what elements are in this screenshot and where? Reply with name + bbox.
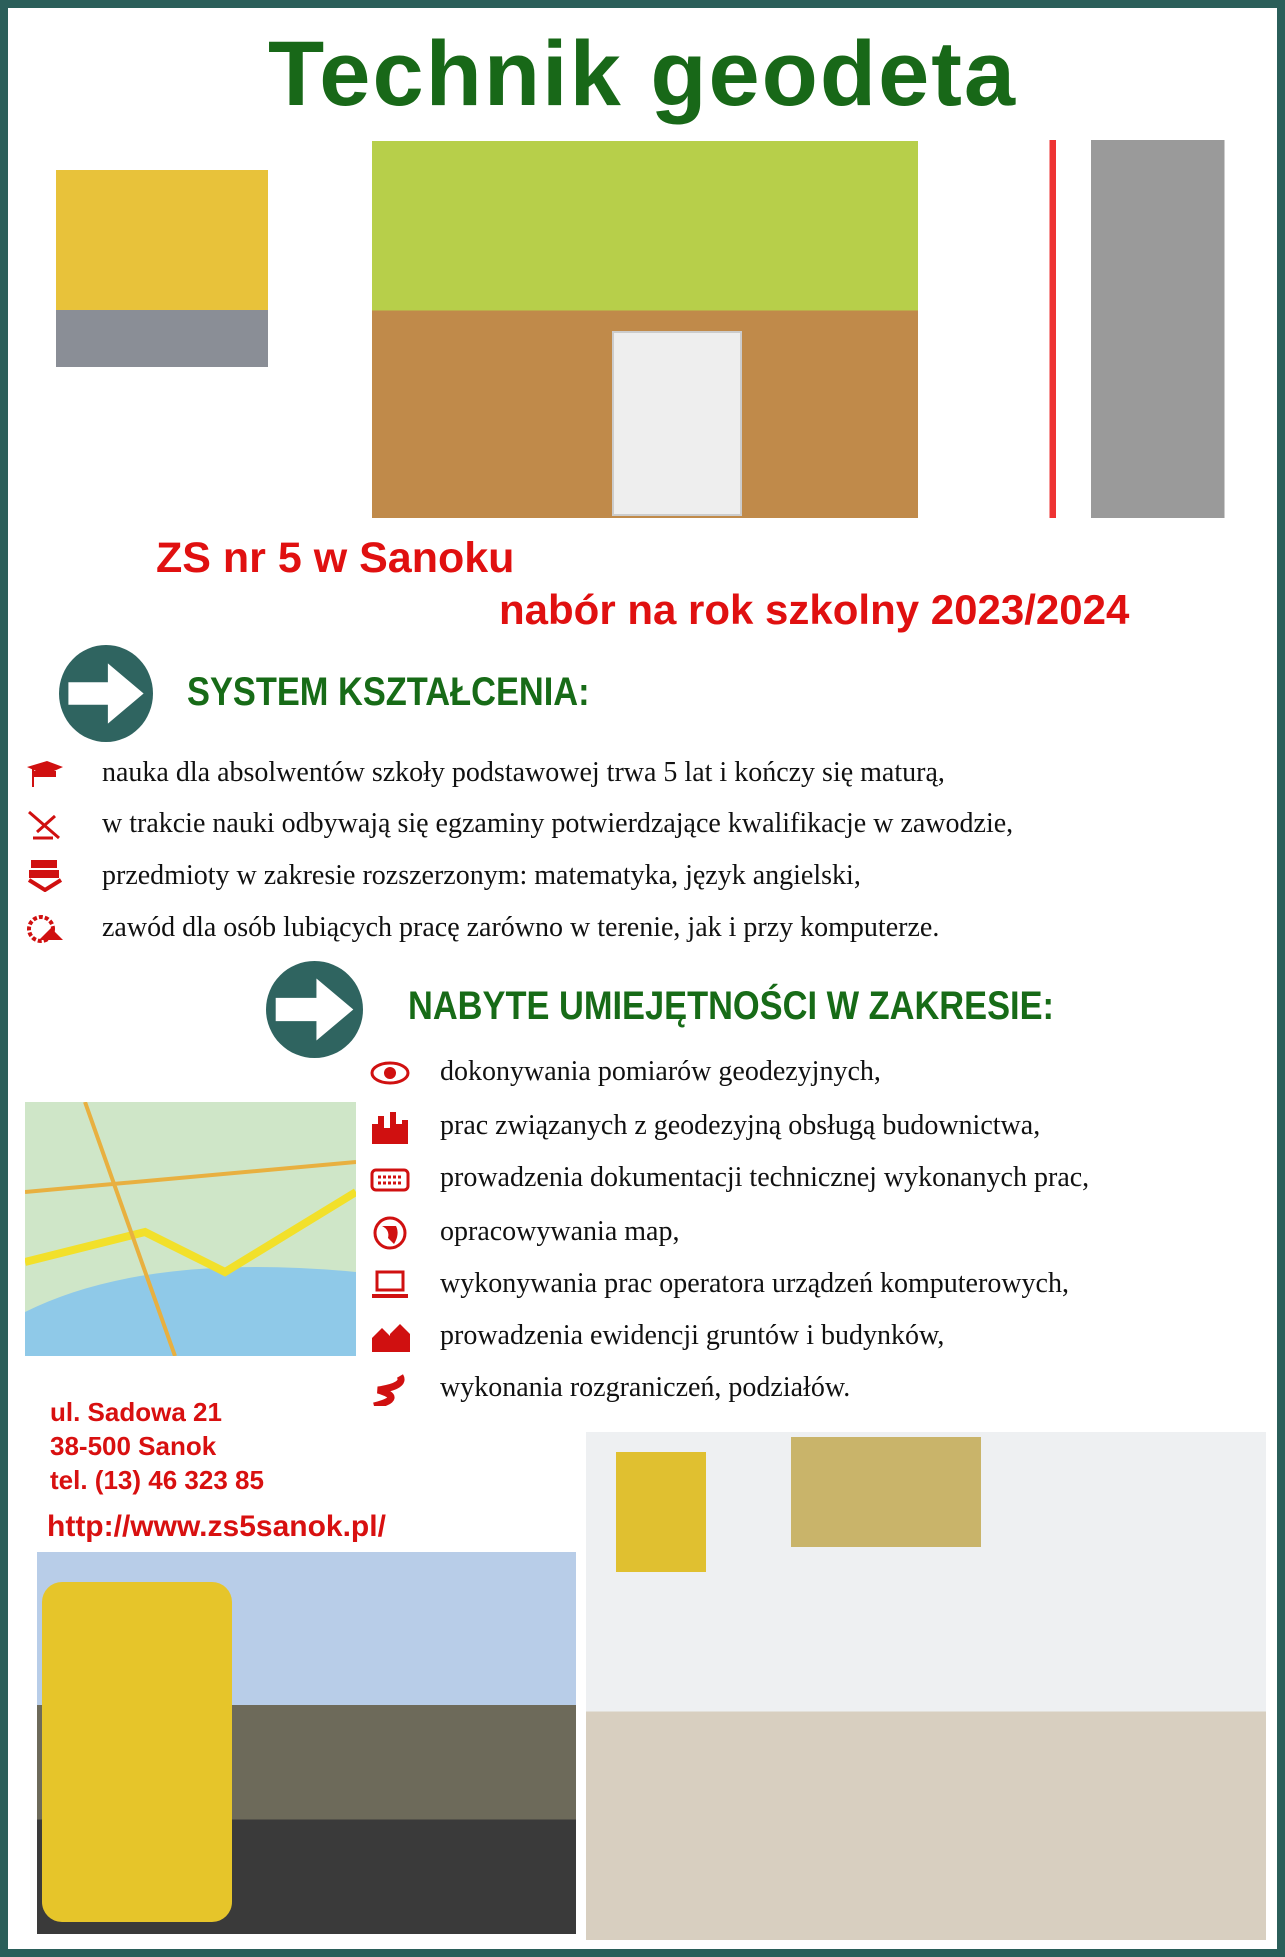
system-heading: SYSTEM KSZTAŁCENIA: <box>187 670 590 714</box>
books-icon <box>25 858 65 892</box>
skill-item: opracowywania map, <box>440 1216 680 1247</box>
system-item: zawód dla osób lubiących pracę zarówno w terenie, jak i przy komputerze. <box>102 912 940 943</box>
skill-item: prowadzenia ewidencji gruntów i budynków, <box>440 1320 945 1351</box>
skill-item: wykonywania prac operatora urządzeń komputerowych, <box>440 1268 1069 1299</box>
city-map-image <box>25 1102 356 1356</box>
phone-number: tel. (13) 46 323 85 <box>50 1465 264 1495</box>
address-city: 38-500 Sanok <box>50 1431 217 1461</box>
surveying-equipment-classroom-photo <box>586 1432 1266 1940</box>
poster-title: Technik geodeta <box>267 23 1018 125</box>
students-exhibition-photo <box>372 141 918 518</box>
school-website-link[interactable]: http://www.zs5sanok.pl/ <box>47 1510 386 1543</box>
gear-landscape-icon <box>25 912 65 946</box>
school-name: ZS nr 5 w Sanoku <box>156 534 515 582</box>
system-item: w trakcie nauki odbywają się egzaminy potwierdzające kwalifikacje w zawodzie, <box>102 808 1014 839</box>
system-item: nauka dla absolwentów szkoły podstawowej trwa 5 lat i kończy się maturą, <box>102 757 945 788</box>
skill-item: wykonania rozgraniczeń, podziałów. <box>440 1372 851 1403</box>
recruitment-year: nabór na rok szkolny 2023/2024 <box>499 586 1130 633</box>
system-item: przedmioty w zakresie rozszerzonym: matematyka, język angielski, <box>102 860 861 891</box>
graduation-cap-icon <box>25 757 65 791</box>
laptop-icon <box>370 1268 410 1302</box>
skill-item: prac związanych z geodezyjną obsługą budownictwa, <box>440 1110 1041 1141</box>
skill-item: prowadzenia dokumentacji technicznej wykonanych prac, <box>440 1162 1090 1193</box>
eye-icon <box>370 1056 410 1090</box>
skill-item: dokonywania pomiarów geodezyjnych, <box>440 1056 881 1087</box>
globe-icon <box>370 1216 410 1250</box>
road-boundary-icon <box>370 1372 410 1406</box>
arrow-right-icon <box>59 645 153 742</box>
keyboard-icon <box>370 1162 410 1196</box>
student-with-leveling-rod-photo <box>1029 140 1235 518</box>
arrow-right-icon <box>266 961 363 1058</box>
pen-writing-icon <box>25 808 65 842</box>
surveyor-with-total-station-photo <box>56 140 268 518</box>
skills-heading: NABYTE UMIEJĘTNOŚCI W ZAKRESIE: <box>408 984 1054 1028</box>
address-street: ul. Sadowa 21 <box>50 1397 222 1427</box>
outdoor-surveying-class-photo <box>37 1552 576 1934</box>
houses-icon <box>370 1320 410 1354</box>
city-buildings-icon <box>370 1110 410 1144</box>
